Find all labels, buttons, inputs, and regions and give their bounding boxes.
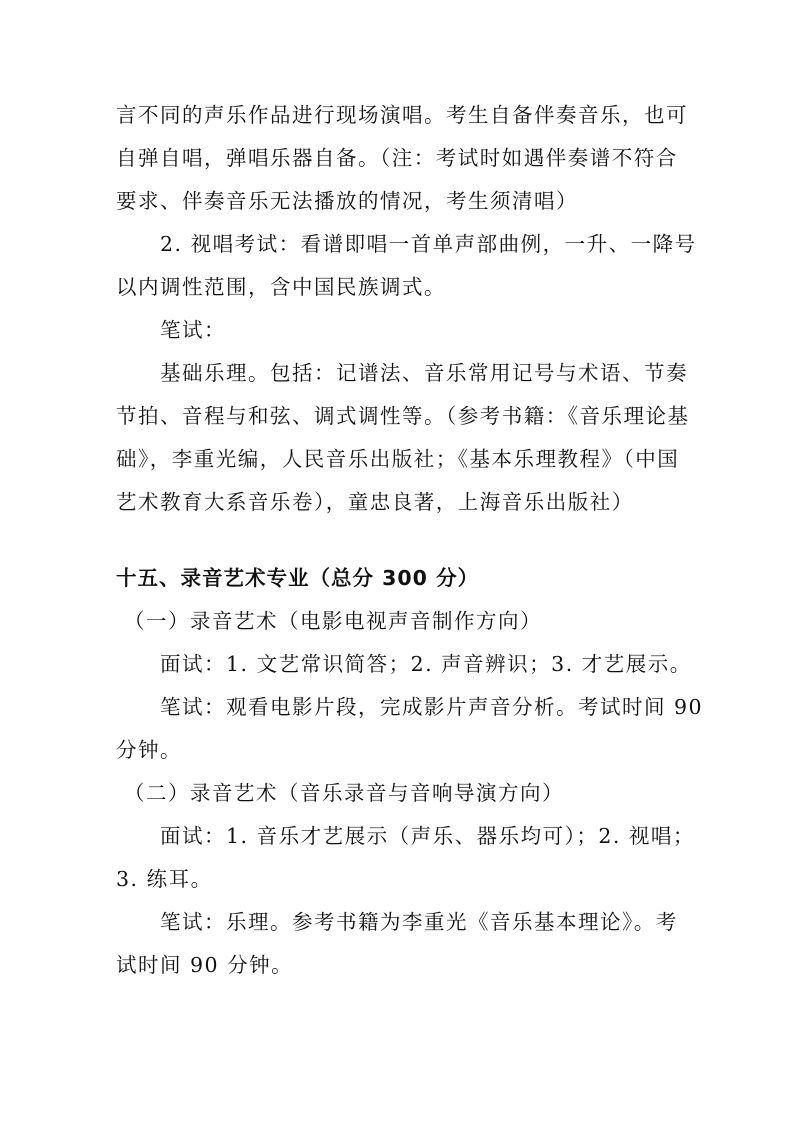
section-heading: 十五、录音艺术专业（总分 300 分） — [116, 566, 480, 590]
text-line-3: 要求、伴奏音乐无法播放的情况，考生须清唱） — [116, 189, 578, 213]
text-line-9: 础》，李重光编，人民音乐出版社；《基本乐理教程》（中国 — [116, 447, 680, 471]
text-line-20: 试时间 90 分钟。 — [116, 953, 294, 977]
text-line-8: 节拍、音程与和弦、调式调性等。（参考书籍：《音乐理论基 — [116, 404, 690, 428]
text-line-7: 基础乐理。包括：记谱法、音乐常用记号与术语、节奏 — [160, 361, 688, 385]
text-line-1: 言不同的声乐作品进行现场演唱。考生自备伴奏音乐，也可 — [116, 103, 688, 127]
text-line-15: 分钟。 — [116, 738, 182, 762]
text-line-17: 面试：1. 音乐才艺展示（声乐、器乐均可）；2. 视唱； — [160, 824, 695, 848]
text-line-4: 2. 视唱考试：看谱即唱一首单声部曲例，一升、一降号 — [160, 232, 697, 256]
text-line-10: 艺术教育大系音乐卷），童忠良著，上海音乐出版社） — [116, 490, 634, 514]
text-line-13: 面试：1. 文艺常识简答；2. 声音辨识；3. 才艺展示。 — [160, 652, 692, 676]
subsection-heading-2: （二）录音艺术（音乐录音与音响导演方向） — [124, 781, 564, 805]
text-line-2: 自弹自唱，弹唱乐器自备。（注：考试时如遇伴奏谱不符合 — [116, 146, 678, 170]
subsection-heading-1: （一）录音艺术（电影电视声音制作方向） — [124, 609, 542, 633]
text-line-5: 以内调性范围，含中国民族调式。 — [116, 275, 446, 299]
text-line-19: 笔试：乐理。参考书籍为李重光《音乐基本理论》。考 — [160, 910, 678, 934]
text-line-18: 3. 练耳。 — [116, 867, 213, 891]
text-line-14: 笔试：观看电影片段，完成影片声音分析。考试时间 90 — [160, 695, 704, 719]
text-line-6: 笔试： — [160, 318, 226, 342]
